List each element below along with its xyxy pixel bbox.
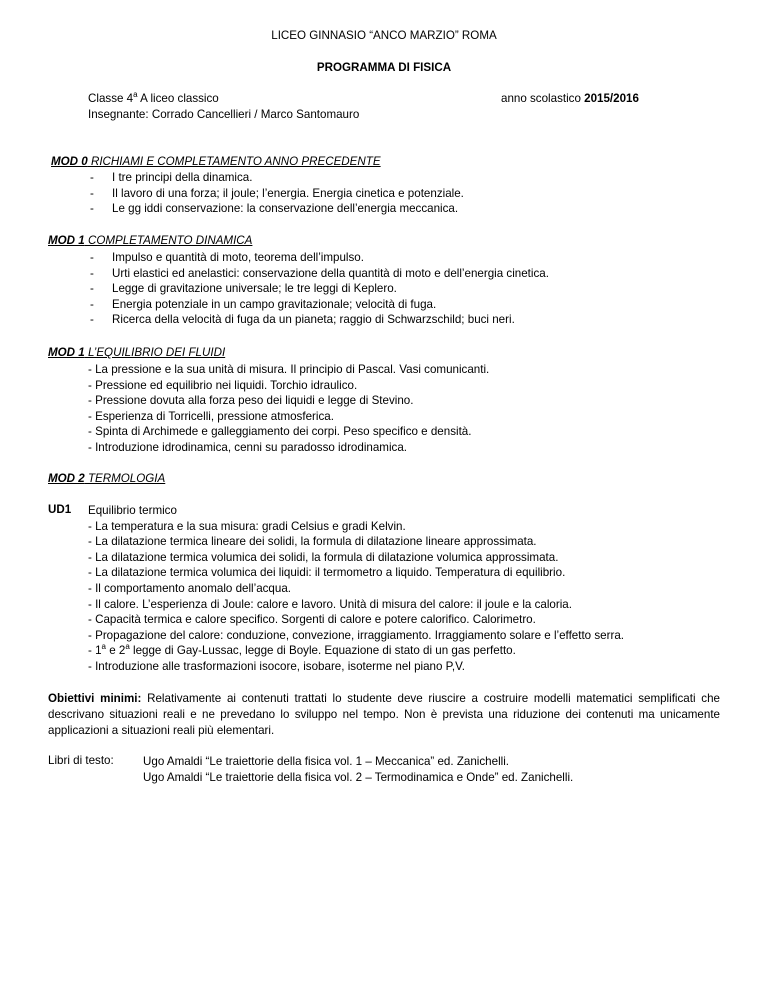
objectives-label: Obiettivi minimi:: [48, 692, 142, 705]
list-item: - Pressione dovuta alla forza peso dei liquidi e legge di Stevino.: [88, 394, 414, 408]
list-item: - Le gg iddi conservazione: la conservazione dell’energia meccanica.: [90, 201, 464, 217]
list-item: - Capacità termica e calore specifico. Sorgenti di calore e potere calorifico. Calorimetro.: [88, 613, 536, 627]
mod1a-title: COMPLETAMENTO DINAMICA: [84, 234, 253, 247]
school-year: [501, 92, 639, 105]
list-item: - La pressione e la sua unità di misura. Il principio di Pascal. Vasi comunicanti.: [88, 363, 490, 376]
book-item: Ugo Amaldi “Le traiettorie della fisica vol. 1 – Meccanica” ed. Zanichelli.: [143, 755, 510, 768]
class-sup: a: [133, 90, 138, 100]
class-prefix: Classe 4: [88, 92, 134, 105]
list-item: - Introduzione idrodinamica, cenni su paradosso idrodinamica.: [88, 440, 408, 454]
list-item: - Propagazione del calore: conduzione, convezione, irraggiamento. Irraggiamento solare e l’effetto serra.: [88, 628, 624, 642]
gay-lussac-suffix: legge di Gay-Lussac, legge di Boyle. Equazione di stato di un gas perfetto.: [129, 644, 516, 658]
ud1-title: Equilibrio termico: [88, 504, 177, 517]
gay-lussac-prefix: - 1: [88, 644, 102, 658]
class-suffix: A liceo classico: [137, 92, 219, 105]
mod0-heading: [51, 155, 381, 168]
school-name: LICEO GINNASIO “ANCO MARZIO” ROMA: [271, 29, 497, 42]
objectives-paragraph: [48, 691, 720, 739]
mod1b-list: [88, 362, 489, 456]
mod1a-list: [90, 250, 549, 328]
list-item: - Energia potenziale in un campo gravitazionale; velocità di fuga.: [90, 297, 549, 313]
class-line: [88, 92, 219, 105]
books-list: [143, 754, 573, 785]
list-item: [88, 643, 624, 659]
mod1b-code: MOD 1: [48, 346, 85, 359]
mod2-title: TERMOLOGIA: [84, 472, 166, 485]
list-item: - Il lavoro di una forza; il joule; l’energia. Energia cinetica e potenziale.: [90, 186, 464, 202]
list-item: - Esperienza di Torricelli, pressione atmosferica.: [88, 409, 334, 423]
mod0-list: [90, 170, 464, 217]
gay-lussac-middle: e 2: [105, 644, 126, 658]
list-item: - Il calore. L’esperienza di Joule: calore e lavoro. Unità di misura del calore: il joule e la caloria.: [88, 597, 572, 611]
books-label: Libri di testo:: [48, 754, 114, 767]
list-item: - Spinta di Archimede e galleggiamento dei corpi. Peso specifico e densità.: [88, 425, 472, 439]
gay-lussac-sup1: a: [101, 642, 106, 652]
book-item: Ugo Amaldi “Le traiettorie della fisica vol. 2 – Termodinamica e Onde” ed. Zanichelli.: [143, 770, 574, 784]
mod2-code: MOD 2: [48, 472, 85, 485]
mod1a-code: MOD 1: [48, 234, 85, 247]
list-item: - Pressione ed equilibrio nei liquidi. Torchio idraulico.: [88, 378, 358, 392]
list-item: - Il comportamento anomalo dell’acqua.: [88, 581, 291, 595]
list-item: - Ricerca della velocità di fuga da un pianeta; raggio di Schwarzschild; buci neri.: [90, 312, 549, 328]
list-item: - La dilatazione termica lineare dei solidi, la formula di dilatazione lineare approssimata.: [88, 535, 537, 549]
mod1b-title: L’EQUILIBRIO DEI FLUIDI: [84, 346, 226, 359]
school-year-label: anno scolastico: [501, 92, 585, 105]
ud1-label: UD1: [48, 503, 72, 516]
mod2-heading: [48, 472, 165, 485]
school-year-value: 2015/2016: [584, 92, 639, 105]
list-item: - La dilatazione termica volumica dei liquidi: il termometro a liquido. Temperatura di equilibrio.: [88, 566, 566, 580]
mod0-title: RICHIAMI E COMPLETAMENTO ANNO PRECEDENTE: [87, 155, 381, 168]
document-title: PROGRAMMA DI FISICA: [316, 61, 452, 74]
mod0-code: MOD 0: [51, 155, 88, 168]
mod2-list: [88, 503, 624, 675]
gay-lussac-sup2: a: [125, 642, 130, 652]
list-item: - I tre principi della dinamica.: [90, 170, 464, 186]
mod1a-heading: [48, 234, 252, 247]
list-item: - Impulso e quantità di moto, teorema dell’impulso.: [90, 250, 549, 266]
list-item: - Introduzione alle trasformazioni isocore, isobare, isoterme nel piano P,V.: [88, 659, 465, 673]
list-item: - Urti elastici ed anelastici: conservazione della quantità di moto e dell’energia cinetica.: [90, 266, 549, 282]
list-item: - La dilatazione termica volumica dei solidi, la formula di dilatazione volumica approssimata.: [88, 550, 559, 564]
mod1b-heading: [48, 346, 225, 359]
list-item: - Legge di gravitazione universale; le tre leggi di Keplero.: [90, 281, 549, 297]
objectives-text: Relativamente ai contenuti trattati lo studente deve riuscire a costruire modelli matematici semplificati che descrivano situazioni reali e ne prevedano lo sviluppo nel tempo. Non è prevista una riduzione dei contenuti ma unicamente applicazioni a situazioni reali più elementari.: [48, 692, 720, 737]
list-item: - La temperatura e la sua misura: gradi Celsius e gradi Kelvin.: [88, 519, 406, 533]
teacher-line: Insegnante: Corrado Cancellieri / Marco Santomauro: [88, 108, 360, 121]
